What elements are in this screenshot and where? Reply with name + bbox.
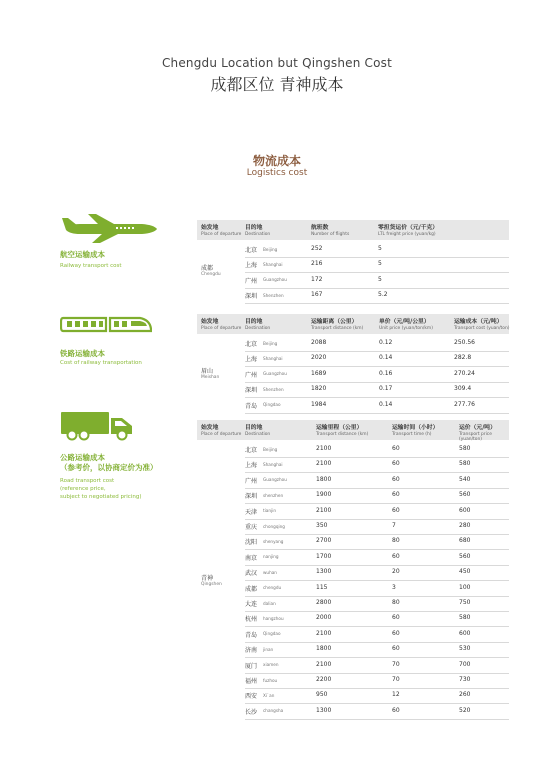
table-row xyxy=(245,457,509,473)
cell-value-2: 5 xyxy=(378,245,382,252)
destination-en: Beijing xyxy=(263,246,278,252)
cell-value-1: 1984 xyxy=(311,400,327,408)
cell-value-1: 172 xyxy=(311,275,323,283)
cell-value-1: 1300 xyxy=(316,568,332,576)
destination-en: changsha xyxy=(263,708,284,714)
table-row xyxy=(245,519,509,535)
cell-value-3: 580 xyxy=(459,614,471,622)
table-row xyxy=(245,473,509,489)
destination-en: Shanghai xyxy=(263,355,283,361)
cell-value-2: 60 xyxy=(392,552,400,560)
destination-cn: 成都 xyxy=(245,585,258,593)
train-icon xyxy=(60,315,152,339)
destination-en: nanjing xyxy=(263,554,279,560)
cell-value-2: 60 xyxy=(392,460,400,468)
table-row xyxy=(245,257,509,273)
page-title-cn: 成都区位 青神成本 xyxy=(210,75,344,94)
cell-value-1: 2700 xyxy=(316,537,332,545)
cell-value-2: 60 xyxy=(392,475,400,483)
destination-en: Beijing xyxy=(263,340,278,346)
cell-value-1: 2100 xyxy=(316,660,332,668)
cell-value-3: 580 xyxy=(459,445,471,452)
cell-value-1: 2000 xyxy=(316,614,332,622)
table-row xyxy=(245,565,509,581)
destination-cn: 广州 xyxy=(245,371,258,379)
cell-value-3: 282.8 xyxy=(454,354,472,362)
cell-value-1: 2800 xyxy=(316,599,332,606)
destination-en: dalian xyxy=(263,600,276,606)
cell-value-1: 2100 xyxy=(316,445,332,452)
cell-value-3: 270.24 xyxy=(454,369,475,377)
destination-en: Shenzhen xyxy=(263,292,284,298)
road-table-header xyxy=(197,420,509,440)
table-row xyxy=(245,273,509,289)
destination-cn: 上海 xyxy=(245,262,258,270)
destination-en: Qingdao xyxy=(263,631,281,637)
cell-value-1: 1300 xyxy=(316,706,332,714)
cell-value-2: 60 xyxy=(392,445,400,452)
destination-cn: 济南 xyxy=(245,647,258,655)
cell-value-2: 7 xyxy=(392,522,396,529)
table-row xyxy=(245,288,509,304)
cell-value-3: 450 xyxy=(459,568,471,576)
cell-value-3: 250.56 xyxy=(454,339,475,346)
logistics-title-en: Logistics cost xyxy=(246,168,308,178)
destination-cn: 深圳 xyxy=(245,293,258,301)
cell-value-1: 2100 xyxy=(316,460,332,468)
destination-en: tianjin xyxy=(263,508,277,514)
destination-en: Shanghai xyxy=(263,261,283,267)
destination-en: jinan xyxy=(263,646,274,652)
rail-origin: 眉山 Meishan xyxy=(201,368,220,380)
road-header-destination: 目的地 Destination xyxy=(245,425,271,437)
air-header-destination: 目的地 Destination xyxy=(245,225,271,237)
cell-value-1: 2200 xyxy=(316,676,332,683)
cell-value-2: 60 xyxy=(392,629,400,637)
cell-value-2: 80 xyxy=(392,599,400,606)
cell-value-2: 0.17 xyxy=(379,385,393,393)
table-row xyxy=(245,642,509,658)
cell-value-1: 115 xyxy=(316,583,328,591)
destination-en: hangzhou xyxy=(263,615,284,621)
table-row xyxy=(245,581,509,597)
destination-cn: 北京 xyxy=(245,247,258,254)
table-row xyxy=(245,673,509,689)
cell-value-1: 950 xyxy=(316,691,328,699)
table-row xyxy=(245,658,509,674)
cell-value-3: 260 xyxy=(459,691,471,699)
cell-value-3: 560 xyxy=(459,491,471,499)
table-row xyxy=(245,442,509,458)
road-section-title-cn: 公路运输成本 xyxy=(60,453,105,462)
air-section-title-cn: 航空运输成本 xyxy=(60,250,105,259)
destination-cn: 长沙 xyxy=(245,708,258,716)
air-origin: 成都 Chengdu xyxy=(201,265,221,277)
cell-value-2: 60 xyxy=(392,506,400,514)
road-header-origin: 始发地 Place of departure xyxy=(201,425,242,437)
destination-en: Guangzhou xyxy=(263,277,287,283)
cell-value-2: 0.12 xyxy=(379,339,393,346)
cell-value-2: 5 xyxy=(378,275,382,283)
table-row xyxy=(245,688,509,704)
destination-cn: 重庆 xyxy=(245,524,258,531)
table-row xyxy=(245,627,509,643)
destination-cn: 北京 xyxy=(245,447,258,454)
table-row xyxy=(245,611,509,627)
cell-value-2: 5.2 xyxy=(378,291,388,299)
destination-cn: 福州 xyxy=(245,678,258,685)
cell-value-2: 60 xyxy=(392,491,400,499)
destination-cn: 青岛 xyxy=(245,402,258,410)
air-header-price: 零担货运价（元/千克） LTL freight price (yuan/kg) xyxy=(378,225,439,237)
road-header-distance: 运输里程（公里） Transport distance (km) xyxy=(316,425,369,437)
logistics-title-cn: 物流成本 xyxy=(252,154,301,168)
cell-value-1: 2020 xyxy=(311,354,327,362)
cell-value-3: 309.4 xyxy=(454,385,472,393)
table-row xyxy=(245,488,509,504)
air-header-origin: 始发地 Place of departure xyxy=(201,225,242,237)
rail-header-origin: 始发地 Place of departure xyxy=(201,319,242,331)
destination-cn: 广州 xyxy=(245,277,258,285)
cell-value-3: 277.76 xyxy=(454,400,475,408)
destination-en: Shenzhen xyxy=(263,386,284,392)
table-row xyxy=(245,336,509,352)
destination-en: Guangzhou xyxy=(263,477,287,483)
road-section-note-en-2: subject to negotiated pricing) xyxy=(60,494,142,500)
air-section-title-en: Railway transport cost xyxy=(60,263,122,269)
cell-value-1: 1800 xyxy=(316,645,332,653)
destination-en: Qingdao xyxy=(263,402,281,408)
table-row xyxy=(245,704,509,720)
cell-value-3: 280 xyxy=(459,522,471,529)
road-section-title-en: Road transport cost xyxy=(60,478,115,484)
cell-value-1: 1900 xyxy=(316,491,332,499)
destination-en: shenzhen xyxy=(263,492,284,498)
cell-value-1: 1689 xyxy=(311,369,327,377)
air-header-flights: 航班数 Number of flights xyxy=(311,225,350,237)
cell-value-1: 252 xyxy=(311,245,323,252)
cell-value-2: 80 xyxy=(392,537,400,545)
table-row xyxy=(245,351,509,367)
table-row xyxy=(245,504,509,520)
cell-value-1: 216 xyxy=(311,260,323,268)
cell-value-3: 680 xyxy=(459,537,471,545)
cell-value-3: 750 xyxy=(459,599,471,606)
cell-value-3: 700 xyxy=(459,660,471,668)
airplane-icon xyxy=(62,214,158,248)
cell-value-2: 0.14 xyxy=(379,400,393,408)
road-section-note-en-1: (reference price, xyxy=(60,486,106,492)
air-table-header xyxy=(197,220,509,240)
road-origin: 青神 Qingshen xyxy=(201,575,222,587)
cell-value-3: 540 xyxy=(459,475,471,483)
cell-value-3: 560 xyxy=(459,552,471,560)
destination-cn: 上海 xyxy=(245,462,258,470)
destination-en: Beijing xyxy=(263,446,278,452)
destination-cn: 沈阳 xyxy=(245,539,258,547)
page-title-en: Chengdu Location but Qingshen Cost xyxy=(161,56,393,70)
road-header-price: 运价（元/吨） Transport price (yuan/ton) xyxy=(459,425,496,442)
destination-en: Shanghai xyxy=(263,461,283,467)
rail-header-unit-price: 单价（元/吨/公里） Unit price (yuan/ton/km) xyxy=(379,319,433,331)
rail-header-distance: 运输距离（公里） Transport distance (km) xyxy=(311,319,364,331)
destination-en: Guangzhou xyxy=(263,371,287,377)
rail-header-destination: 目的地 Destination xyxy=(245,319,271,331)
destination-cn: 青岛 xyxy=(245,631,258,639)
destination-cn: 南京 xyxy=(245,554,258,562)
rail-section-title-cn: 铁路运输成本 xyxy=(60,349,105,358)
table-row xyxy=(245,382,509,398)
destination-en: chongqing xyxy=(263,523,285,529)
cell-value-1: 2100 xyxy=(316,629,332,637)
table-row xyxy=(245,550,509,566)
table-row xyxy=(245,242,509,258)
cell-value-2: 0.14 xyxy=(379,354,393,362)
cell-value-1: 2100 xyxy=(316,506,332,514)
rail-header-cost: 运输成本（元/吨） Transport cost (yuan/ton) xyxy=(454,319,510,331)
cell-value-1: 2088 xyxy=(311,339,327,346)
rail-section-title-en: Cost of railway transportation xyxy=(60,360,142,366)
destination-cn: 深圳 xyxy=(245,493,258,501)
cell-value-3: 580 xyxy=(459,460,471,468)
cell-value-2: 70 xyxy=(392,676,400,683)
rail-table-header xyxy=(197,314,509,334)
cell-value-3: 100 xyxy=(459,583,471,591)
road-header-time: 运输时间（小时） Transport time (h) xyxy=(392,425,439,437)
cell-value-2: 60 xyxy=(392,614,400,622)
destination-cn: 广州 xyxy=(245,477,258,485)
cell-value-3: 600 xyxy=(459,629,471,637)
destination-en: Xi`an xyxy=(263,692,275,698)
destination-cn: 西安 xyxy=(245,693,258,701)
destination-cn: 杭州 xyxy=(245,616,258,624)
cell-value-2: 3 xyxy=(392,583,396,591)
cell-value-3: 600 xyxy=(459,506,471,514)
cell-value-1: 1820 xyxy=(311,385,327,393)
cell-value-3: 730 xyxy=(459,676,471,683)
table-row xyxy=(245,367,509,383)
cell-value-1: 350 xyxy=(316,522,328,529)
destination-cn: 大连 xyxy=(245,601,258,608)
cell-value-2: 5 xyxy=(378,260,382,268)
cell-value-2: 12 xyxy=(392,691,400,699)
destination-cn: 北京 xyxy=(245,341,258,348)
destination-en: xiamen xyxy=(263,662,279,668)
cell-value-2: 60 xyxy=(392,645,400,653)
destination-cn: 上海 xyxy=(245,356,258,364)
cell-value-3: 530 xyxy=(459,645,471,653)
cell-value-1: 1800 xyxy=(316,475,332,483)
destination-en: shenyang xyxy=(263,538,284,544)
cell-value-2: 70 xyxy=(392,660,400,668)
cell-value-2: 0.16 xyxy=(379,369,393,377)
destination-cn: 武汉 xyxy=(245,570,258,578)
table-row xyxy=(245,398,509,414)
destination-cn: 天津 xyxy=(245,508,258,516)
cell-value-2: 20 xyxy=(392,568,400,576)
destination-en: fuzhou xyxy=(263,677,278,683)
destination-en: chengdu xyxy=(263,585,282,591)
destination-cn: 深圳 xyxy=(245,387,258,395)
cell-value-1: 167 xyxy=(311,291,323,299)
table-row xyxy=(245,534,509,550)
cell-value-3: 520 xyxy=(459,706,471,714)
cell-value-2: 60 xyxy=(392,706,400,714)
table-row xyxy=(245,596,509,612)
destination-en: wuhan xyxy=(263,569,277,575)
cell-value-1: 1700 xyxy=(316,552,332,560)
road-section-note-cn: （参考价，以协商定价为准） xyxy=(60,463,158,472)
destination-cn: 厦门 xyxy=(245,662,258,670)
truck-icon xyxy=(60,411,134,445)
